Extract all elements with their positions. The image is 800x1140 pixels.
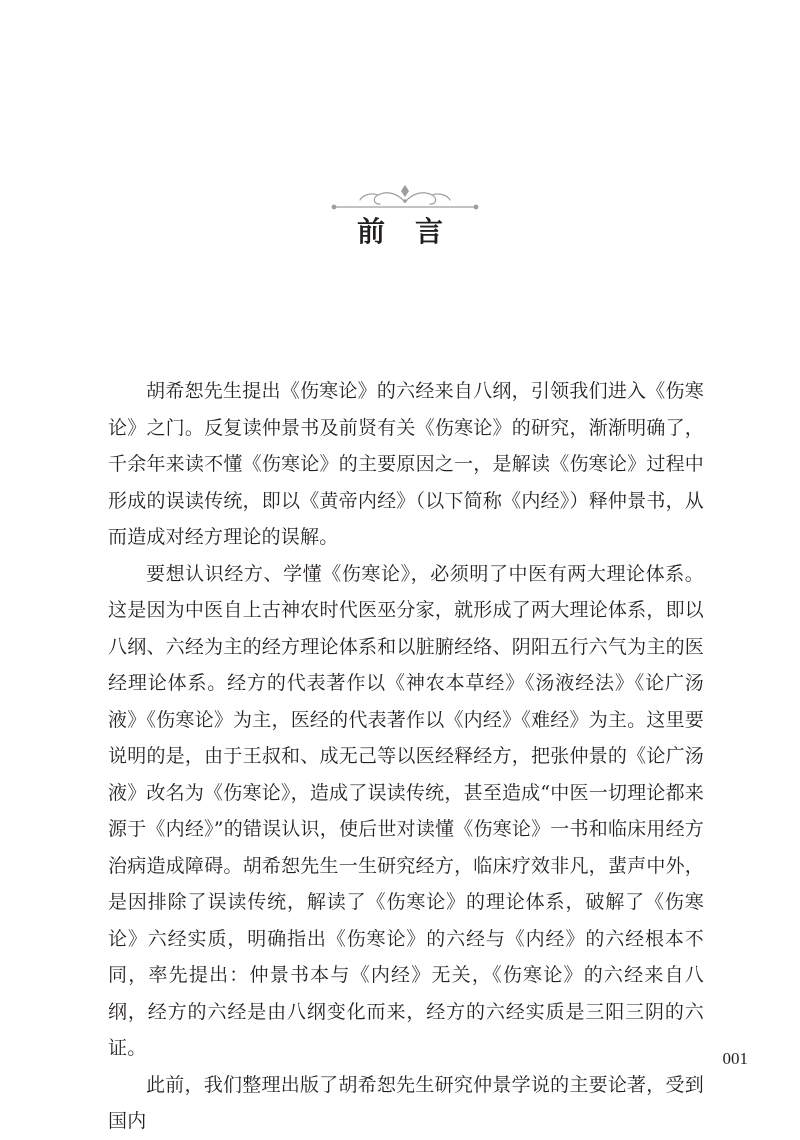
body-text xyxy=(108,373,704,1140)
page-number: 001 xyxy=(722,1049,748,1068)
page-title: 前言 xyxy=(356,215,473,248)
paragraph-3: 此前，我们整理出版了胡希恕先生研究仲景学说的主要论著，受到国内 xyxy=(108,1073,704,1132)
title-ornament-icon xyxy=(330,180,480,216)
paragraph-1: 胡希恕先生提出《伤寒论》的六经来自八纲，引领我们进入《伤寒论》之门。反复读仲景书及前贤有关《伤寒论》的研究，渐渐明确了，千余年来读不懂《伤寒论》的主要原因之一，是解读《伤寒论》过程中形成的误读传统，即以《黄帝内经》（以下简称《内经》）释仲景书，从而造成对经方理论的误解。 xyxy=(108,380,704,548)
paragraph-2: 要想认识经方、学懂《伤寒论》，必须明了中医有两大理论体系。这是因为中医自上古神农时代医巫分家，就形成了两大理论体系，即以八纲、六经为主的经方理论体系和以脏腑经络、阴阳五行六气为主的医经理论体系。经方的代表著作以《神农本草经》《汤液经法》《论广汤液》《伤寒论》为主，医经的代表著作以《内经》《难经》为主。这里要说明的是，由于王叔和、成无己等以医经释经方，把张仲景的《论广汤液》改名为《伤寒论》，造成了误读传统，甚至造成“中医一切理论都来源于《内经》”的错误认识，使后世对读懂《伤寒论》一书和临床用经方治病造成障碍。胡希恕先生一生研究经方，临床疗效非凡，蜚声中外，是因排除了误读传统，解读了《伤寒论》的理论体系，破解了《伤寒论》六经实质，明确指出《伤寒论》的六经与《内经》的六经根本不同，率先提出：仲景书本与《内经》无关，《伤寒论》的六经来自八纲，经方的六经是由八纲变化而来，经方的六经实质是三阳三阴的六证。 xyxy=(108,562,704,1059)
